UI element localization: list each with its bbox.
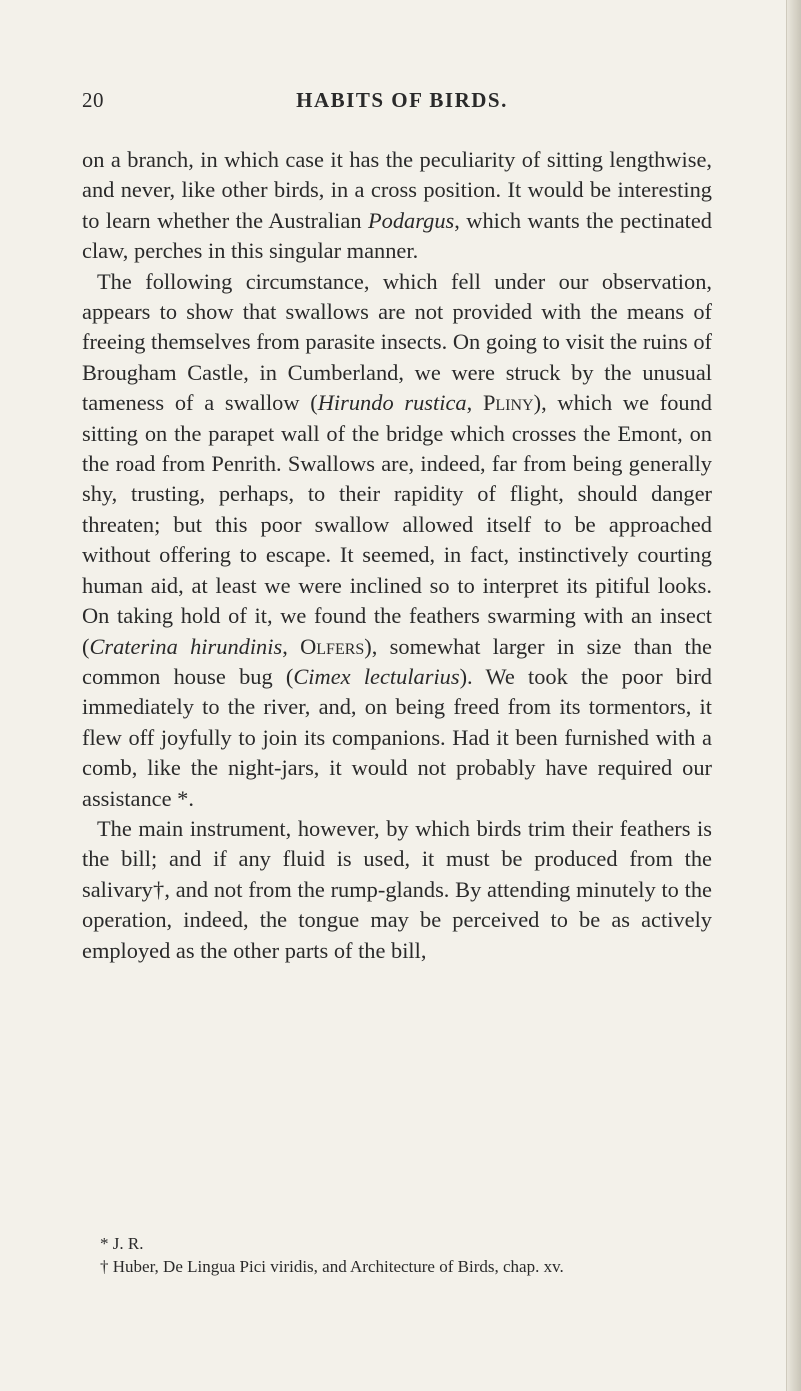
paragraph: [82, 145, 712, 267]
page-number: 20: [82, 88, 104, 112]
footnotes: [82, 1232, 712, 1278]
italic-text: Cimex lectularius: [293, 663, 460, 689]
footnote-1: * J. R.: [100, 1234, 144, 1253]
text-run: , which wants the pectinated claw, perches in this singular manner.: [82, 207, 712, 264]
body-text: [82, 145, 712, 966]
footnote-2: † Huber, De Lingua Pici viridis, and Architecture of Birds, chap. xv.: [100, 1257, 564, 1276]
text-run: The main instrument, however, by which birds trim their feathers is the bill; and if any fluid is used, it must be produced from the salivary†, and not from the rump-glands. By attending minutely to the operation, indeed, the tongue may be perceived to be as actively employed as the other parts of the bill,: [82, 815, 712, 963]
text-run: ,: [466, 390, 483, 416]
page-header: [62, 88, 742, 120]
text-run: ,: [282, 633, 301, 659]
running-head: HABITS OF BIRDS.: [296, 88, 508, 112]
text-run: ). We took the poor bird immediately to the river, and, on being freed from its tormentors, it flew off joyfully to join its companions. Had it been furnished with a comb, like the night-jars, it would not probably have required our assistance *.: [82, 663, 713, 811]
text-run: ), which we found sitting on the parapet wall of the bridge which crosses the Emont, on the road from Penrith. Swallows are, indeed, far from being generally shy, trusting, perhaps, to their rapidity of flight, should danger threaten; but this poor swallow allowed itself to be approached without offering to escape. It seemed, in fact, instinctively courting human aid, at least we were inclined so to interpret its pitiful looks. On taking hold of it, we found the feathers swarming with an insect (: [82, 390, 712, 659]
italic-text: Hirundo rustica: [317, 390, 467, 416]
italic-text: Craterina hirundinis: [89, 633, 283, 659]
small-caps-text: Pliny: [482, 390, 534, 416]
text-run: on a branch, in which case it has the peculiarity of sitting lengthwise, and never, like other birds, in a cross position. It would be interesting to learn whether the Australian: [82, 147, 712, 233]
text-run: ), somewhat larger in size than the common house bug (: [82, 633, 712, 689]
text-run: The following circumstance, which fell under our observation, appears to show that swallows are not provided with the means of freeing themselves from parasite insects. On going to visit the ruins of Brougham Castle, in Cumberland, we were struck by the unusual tameness of a swallow (: [82, 268, 712, 416]
paragraph: [82, 814, 712, 966]
page-edge: [786, 0, 801, 1391]
paragraph: [82, 267, 712, 814]
italic-text: Podargus: [367, 207, 455, 233]
small-caps-text: Olfers: [300, 633, 365, 659]
